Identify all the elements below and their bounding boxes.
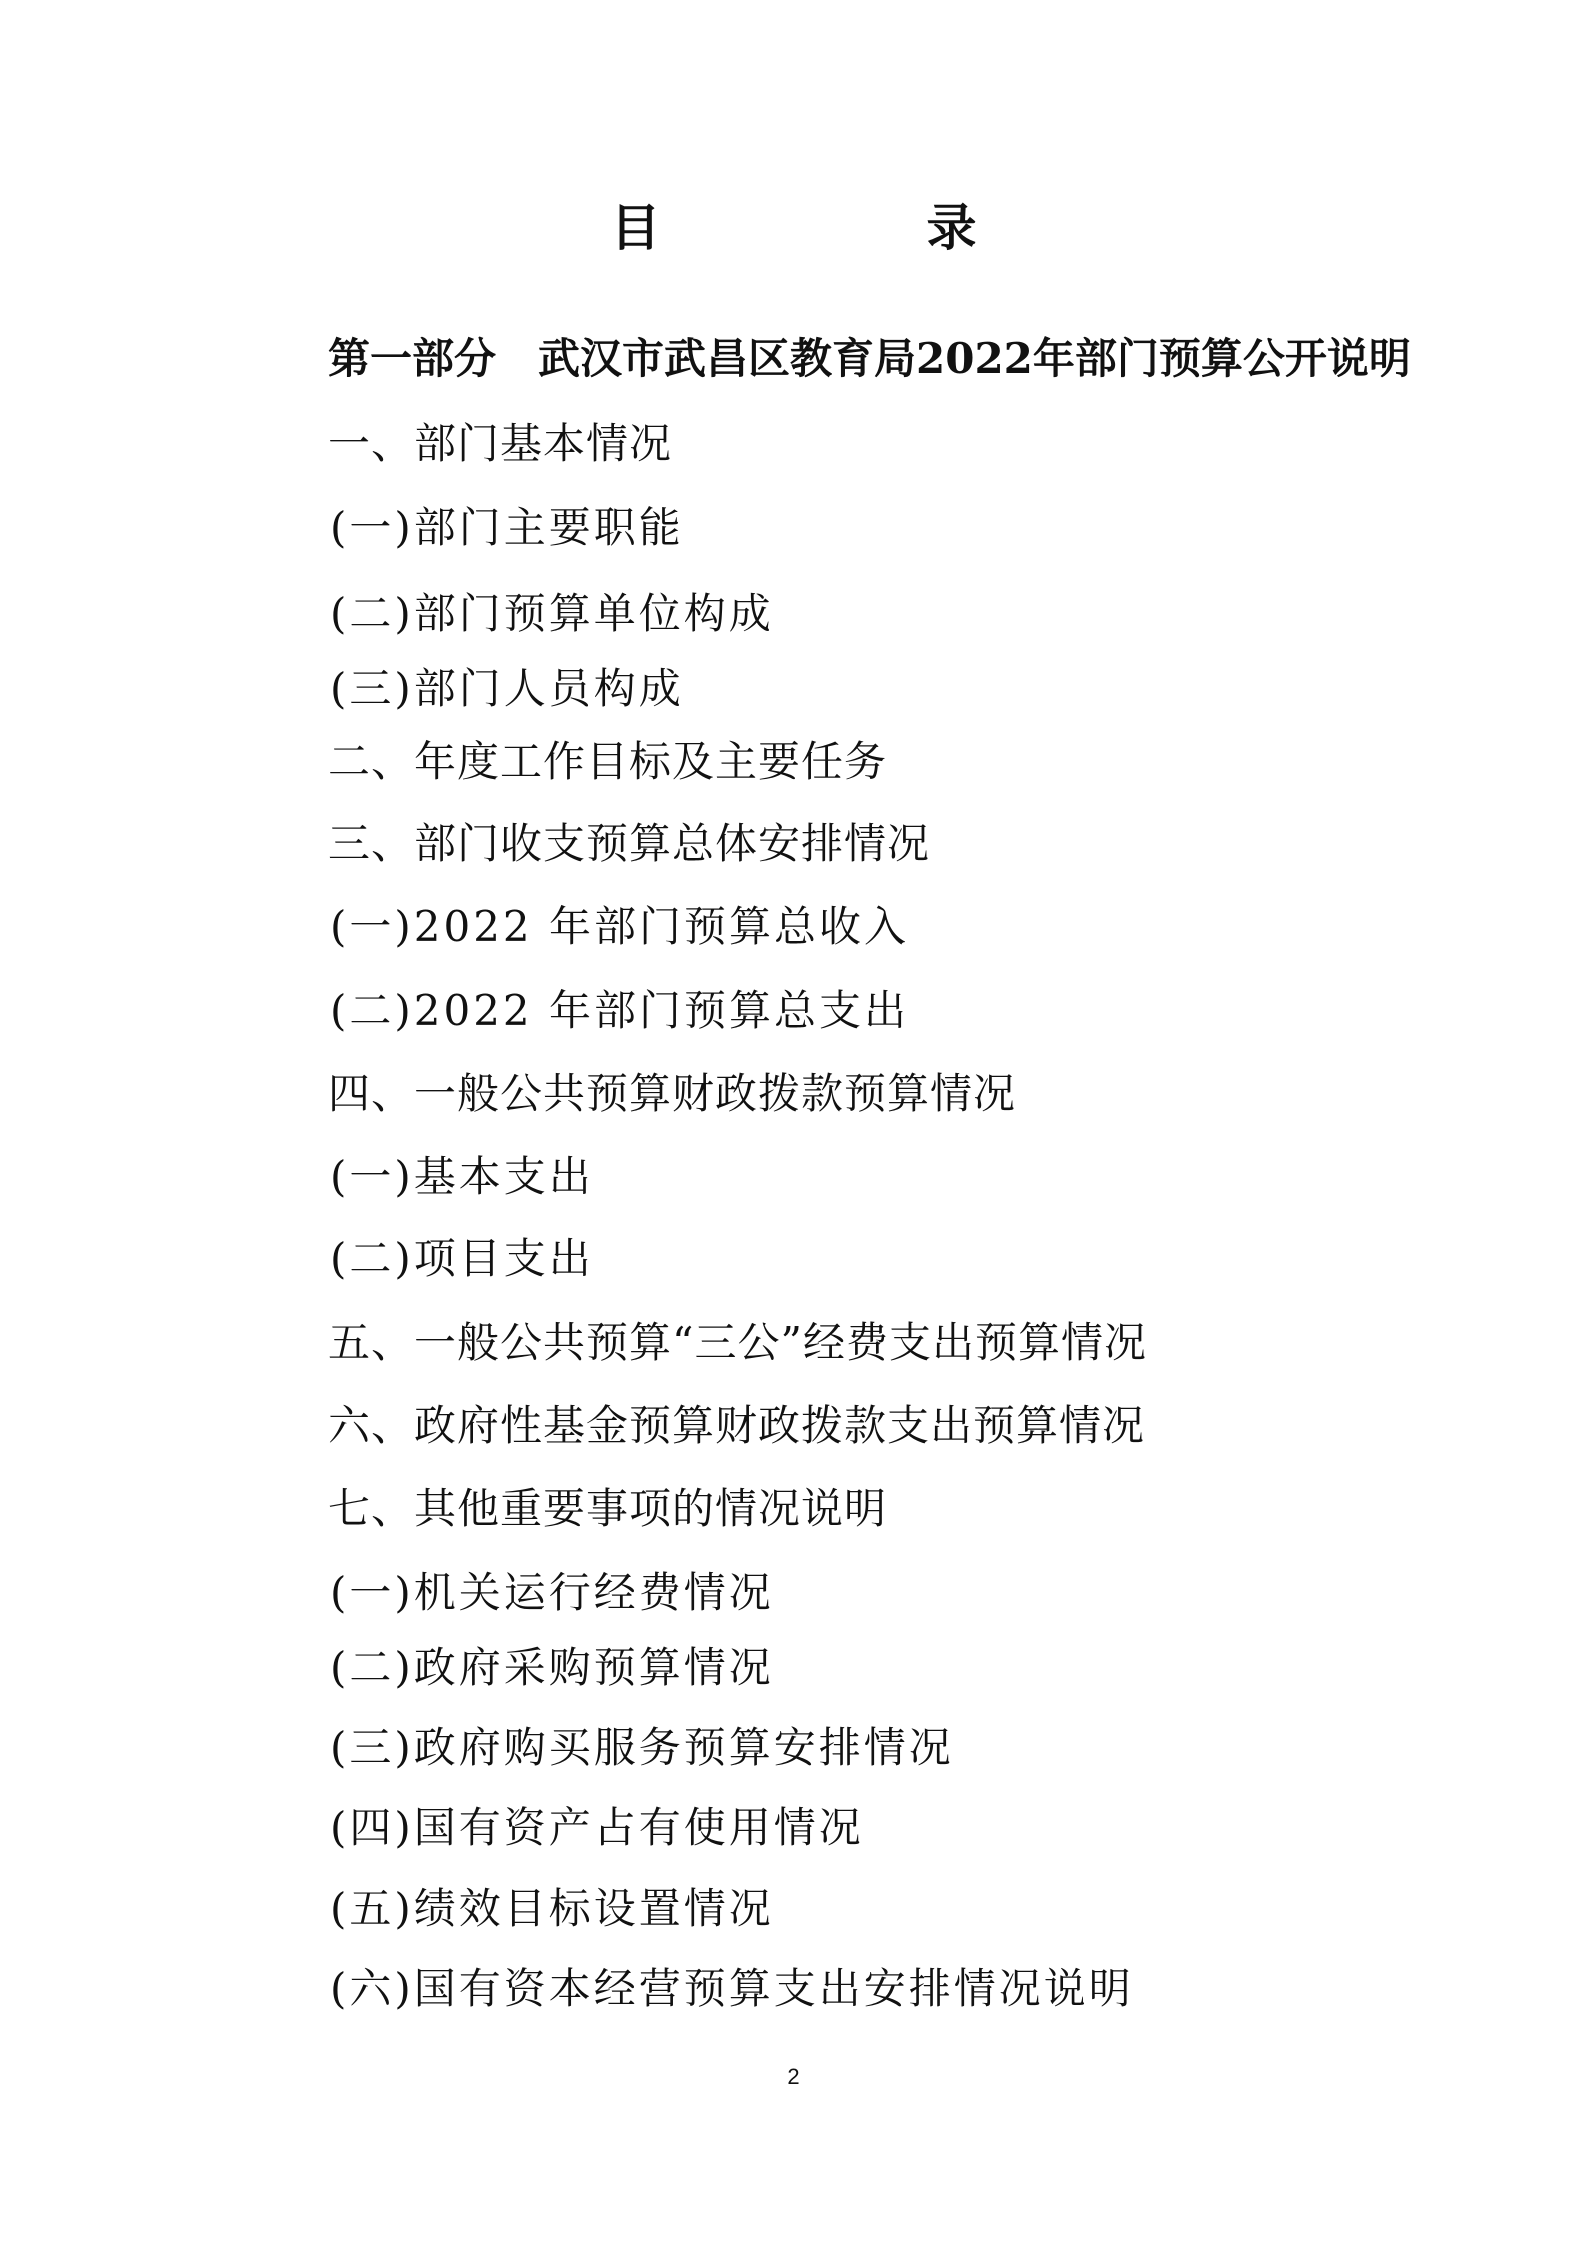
toc-item: 一、部门基本情况 bbox=[328, 419, 673, 468]
toc-item: (六)国有资本经营预算支出安排情况说明 bbox=[330, 1964, 1134, 2013]
toc-item: (一)机关运行经费情况 bbox=[330, 1568, 774, 1617]
toc-item: (二)政府采购预算情况 bbox=[330, 1643, 774, 1692]
toc-item: 五、一般公共预算“三公”经费支出预算情况 bbox=[328, 1318, 1147, 1367]
page-title: 目 录 bbox=[610, 198, 1085, 257]
part-one-heading bbox=[328, 330, 1411, 388]
toc-item: (二)2022 年部门预算总支出 bbox=[330, 986, 910, 1035]
part-one-text: 武汉市武昌区教育局2022年部门预算公开说明 bbox=[538, 334, 1411, 383]
toc-item: (五)绩效目标设置情况 bbox=[330, 1884, 774, 1933]
toc-item: (一)部门主要职能 bbox=[330, 503, 684, 552]
toc-item: (一)基本支出 bbox=[330, 1152, 594, 1201]
toc-item: (三)政府购买服务预算安排情况 bbox=[330, 1723, 954, 1772]
toc-item: (三)部门人员构成 bbox=[330, 664, 684, 713]
toc-item: 三、部门收支预算总体安排情况 bbox=[328, 819, 931, 868]
toc-item: 二、年度工作目标及主要任务 bbox=[328, 737, 888, 786]
toc-item: (四)国有资产占有使用情况 bbox=[330, 1803, 864, 1852]
toc-item: (二)项目支出 bbox=[330, 1234, 594, 1283]
toc-item: 六、政府性基金预算财政拨款支出预算情况 bbox=[328, 1401, 1146, 1450]
page-number: 2 bbox=[787, 2064, 800, 2089]
toc-item: (一)2022 年部门预算总收入 bbox=[330, 902, 910, 951]
toc-item: 七、其他重要事项的情况说明 bbox=[328, 1484, 888, 1533]
toc-item: (二)部门预算单位构成 bbox=[330, 589, 774, 638]
toc-item: 四、一般公共预算财政拨款预算情况 bbox=[328, 1069, 1017, 1118]
part-one-number: 第一部分 bbox=[328, 334, 497, 383]
